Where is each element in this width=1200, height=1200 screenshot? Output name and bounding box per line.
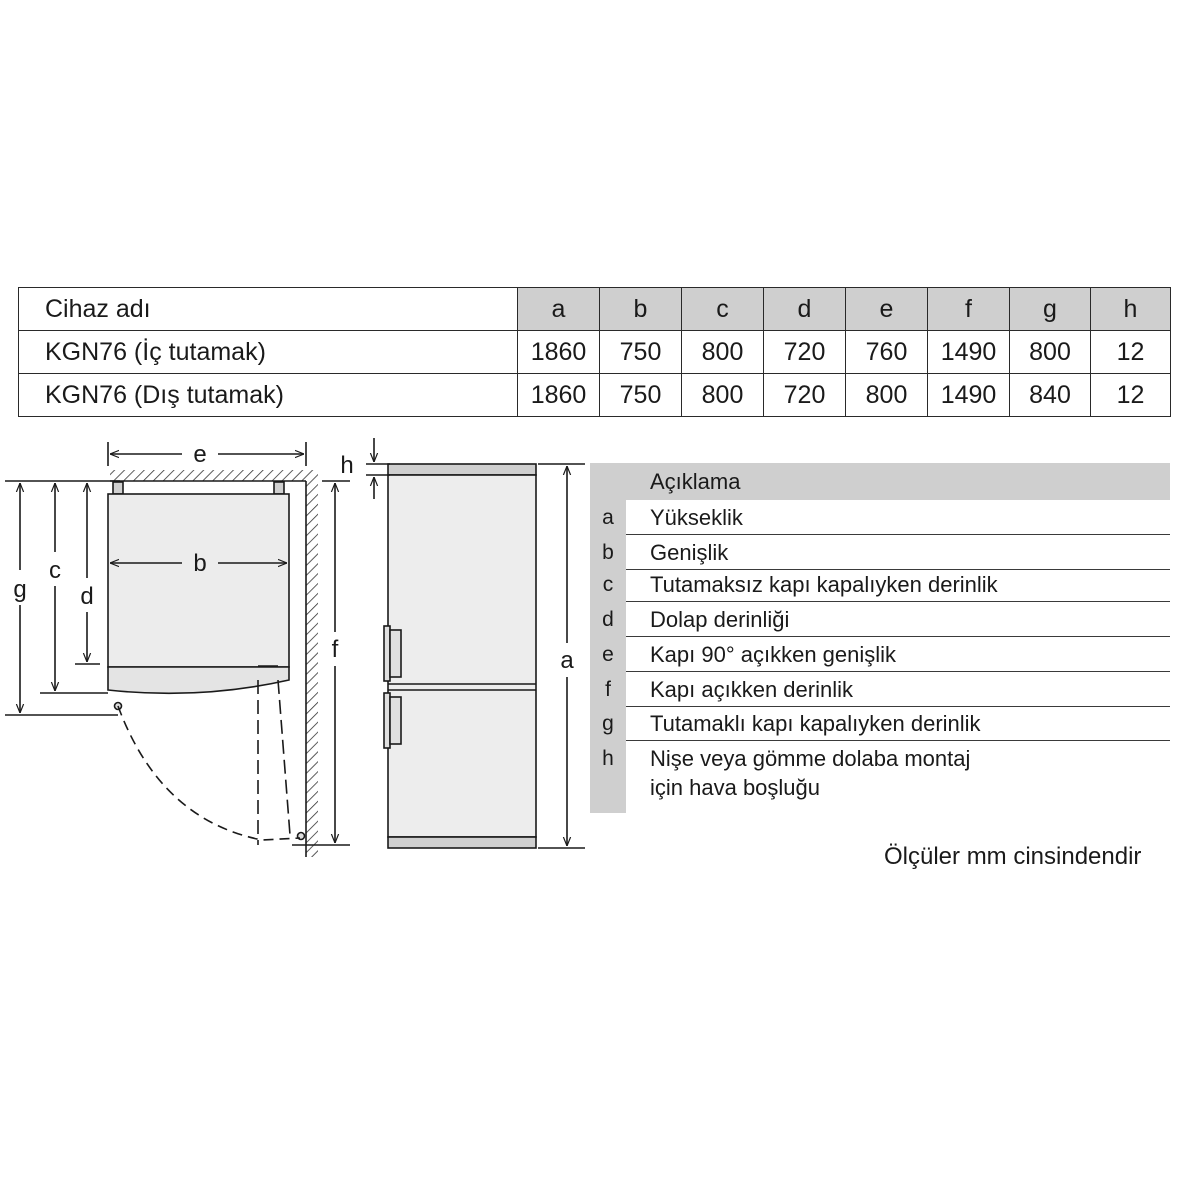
legend-item <box>590 706 1170 741</box>
header-col-c: c <box>682 288 764 331</box>
lower-handle <box>384 693 390 748</box>
legend-item <box>590 500 1170 535</box>
legend-letter: c <box>602 573 614 596</box>
table-cell: 1490 <box>928 331 1010 374</box>
table-cell: 840 <box>1010 374 1091 417</box>
table-cell: 12 <box>1091 331 1171 374</box>
label-c: c <box>49 557 61 584</box>
label-d: d <box>80 583 94 610</box>
legend-text: Tutamaklı kapı kapalıyken derinlik <box>650 711 981 736</box>
table-cell: 1490 <box>928 374 1010 417</box>
units-note: Ölçüler mm cinsindendir <box>884 843 1142 870</box>
table-cell: 750 <box>600 331 682 374</box>
legend-letter: b <box>602 541 614 564</box>
legend-text: Tutamaksız kapı kapalıyken derinlik <box>650 572 998 597</box>
row-device-name: KGN76 (Dış tutamak) <box>19 374 518 417</box>
legend-item <box>590 637 1170 672</box>
table-cell: 720 <box>764 331 846 374</box>
legend-item <box>590 602 1170 637</box>
door-closed <box>108 667 289 693</box>
header-col-b: b <box>600 288 682 331</box>
back-wall <box>110 470 318 481</box>
legend-item <box>590 741 1170 811</box>
label-b: b <box>193 550 207 577</box>
legend-letter: e <box>602 643 614 666</box>
header-device-name: Cihaz adı <box>19 288 518 331</box>
legend-text: Genişlik <box>650 540 729 565</box>
header-col-a: a <box>518 288 600 331</box>
legend-letter: a <box>602 506 614 529</box>
label-g: g <box>13 576 27 603</box>
legend-letter: d <box>602 608 614 631</box>
legend-text: Nişe veya gömme dolaba montaj <box>650 746 971 771</box>
label-f: f <box>331 636 339 663</box>
table-cell: 720 <box>764 374 846 417</box>
legend-title: Açıklama <box>650 469 741 494</box>
front-view-drawing <box>366 438 585 848</box>
table-cell: 750 <box>600 374 682 417</box>
fridge-body <box>388 475 536 837</box>
table-cell: 760 <box>846 331 928 374</box>
row-device-name: KGN76 (İç tutamak) <box>19 331 518 374</box>
table-cell: 800 <box>846 374 928 417</box>
header-col-e: e <box>846 288 928 331</box>
cabinet-outline <box>108 494 289 667</box>
legend-letter: h <box>602 747 614 770</box>
bottom-strip <box>388 837 536 848</box>
table-cell: 12 <box>1091 374 1171 417</box>
legend-text: Yükseklik <box>650 505 743 530</box>
side-wall <box>306 481 318 857</box>
legend-item <box>590 672 1170 707</box>
legend <box>590 463 1170 813</box>
table-cell: 800 <box>1010 331 1091 374</box>
header-col-h: h <box>1091 288 1171 331</box>
legend-item <box>590 567 1170 602</box>
table-cell: 800 <box>682 374 764 417</box>
legend-letter: f <box>605 678 611 701</box>
label-h: h <box>340 452 354 479</box>
header-col-d: d <box>764 288 846 331</box>
top-strip <box>388 464 536 475</box>
top-view-drawing <box>5 442 350 857</box>
table-cell: 1860 <box>518 374 600 417</box>
legend-text: Kapı açıkken derinlik <box>650 677 853 702</box>
legend-text-continued: için hava boşluğu <box>650 775 821 800</box>
header-col-f: f <box>928 288 1010 331</box>
label-e: e <box>193 441 207 468</box>
table-cell: 800 <box>682 331 764 374</box>
label-a: a <box>560 647 574 674</box>
door-swing-arc <box>118 706 300 840</box>
legend-letter: g <box>602 712 614 735</box>
upper-handle <box>384 626 390 681</box>
header-col-g: g <box>1010 288 1091 331</box>
table-cell: 1860 <box>518 331 600 374</box>
legend-text: Dolap derinliği <box>650 607 790 632</box>
legend-item <box>590 535 1170 570</box>
legend-text: Kapı 90° açıkken genişlik <box>650 642 897 667</box>
